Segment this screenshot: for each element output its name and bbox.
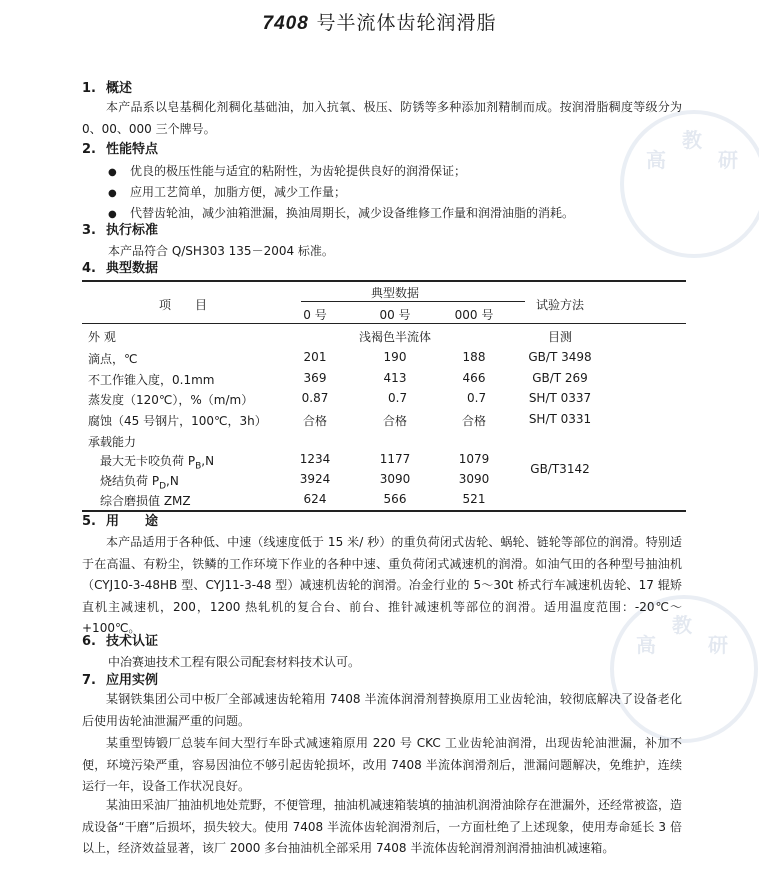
row-method: SH/T 0331 bbox=[528, 412, 592, 426]
section-1-heading: 1. 概述 bbox=[82, 81, 133, 96]
row-label: 最大无卡咬负荷 $P_B,N$ bbox=[100, 454, 215, 472]
row-value: 566 bbox=[383, 492, 407, 506]
row-value: 1079 bbox=[458, 452, 490, 466]
row-value: 521 bbox=[462, 492, 486, 506]
section-4-heading: 4. 典型数据 bbox=[82, 261, 159, 276]
feature-bullet: ● 优良的极压性能与适宜的粘附性，为齿轮提供良好的润滑保证； bbox=[108, 164, 467, 178]
feature-bullet: ● 应用工艺简单，加脂方便，减少工作量； bbox=[108, 185, 347, 199]
row-method: GB/T 269 bbox=[532, 371, 588, 385]
row-method: GB/T 3498 bbox=[528, 350, 592, 364]
row-value: 3924 bbox=[299, 472, 331, 486]
case-paragraph: 某重型铸锻厂总装车间大型行车卧式减速箱原用 220 号 CKC 工业齿轮油润滑，出现齿轮油泄漏，补加不便，环境污染严重，容易因油位不够引起齿轮损坏，改用 7408 半流体润滑剂后，泄漏问题解决，免维护，连续运行一年，设备工作状况良好。 bbox=[82, 736, 682, 793]
row-label: 不工作锥入度，0.1mm bbox=[88, 373, 215, 387]
row-value: 合格 bbox=[382, 414, 408, 428]
header-test-method: 试验方法 bbox=[535, 298, 585, 312]
section-5-heading: 5. 用 途 bbox=[82, 514, 159, 529]
section-7-heading: 7. 应用实例 bbox=[82, 673, 159, 688]
row-value: 466 bbox=[462, 371, 486, 385]
row-value: 合格 bbox=[461, 414, 487, 428]
row-value: 188 bbox=[462, 350, 486, 364]
certification-text: 中冶赛迪技术工程有限公司配套材料技术认可。 bbox=[108, 655, 361, 669]
row-value: 0.7 bbox=[467, 391, 487, 405]
row-value: 201 bbox=[303, 350, 327, 364]
row-value: 0.7 bbox=[388, 391, 408, 405]
row-value: 0.87 bbox=[301, 391, 329, 405]
case-paragraph: 某油田采油厂抽油机地处荒野，不便管理，抽油机减速箱装填的抽油机润滑油除存在泄漏外，还经常被盗，造成设备“干磨”后损坏，损失较大。使用 7408 半流体齿轮润滑剂后，一方面杜绝了上述现象，使用寿命延长 3 倍以上，经济效益显著，该厂 2000 多台抽油机全部采用 7408 半流体齿轮润滑剂润滑抽油机减速箱。 bbox=[82, 798, 683, 855]
row-value: 3090 bbox=[458, 472, 490, 486]
row-value: 1177 bbox=[379, 452, 411, 466]
row-value: 624 bbox=[303, 492, 327, 506]
row-value: 190 bbox=[383, 350, 407, 364]
title-text: 号半流体齿轮润滑脂 bbox=[316, 12, 497, 34]
title-number: 7408 bbox=[262, 13, 309, 34]
watermark-seal-top: 高 教 研 bbox=[620, 110, 759, 258]
row-value: 浅褐色半流体 bbox=[358, 330, 432, 344]
row-label: 滴点，℃ bbox=[88, 352, 138, 366]
header-grade: 000 号 bbox=[454, 308, 494, 322]
row-value: 1234 bbox=[299, 452, 331, 466]
row-method: GB/T3142 bbox=[530, 462, 590, 476]
row-value: 413 bbox=[383, 371, 407, 385]
row-value: 3090 bbox=[379, 472, 411, 486]
case-paragraph: 某钢铁集团公司中板厂全部减速齿轮箱用 7408 半流体润滑剂替换原用工业齿轮油，较彻底解决了设备老化后使用齿轮油泄漏严重的问题。 bbox=[82, 692, 682, 728]
section-5-paragraph: 本产品适用于各种低、中速（线速度低于 15 米/ 秒）的重负荷闭式齿轮、蜗轮、链轮等部位的润滑。特别适于在高温、有粉尘，铁鳞的工作环境下作业的各种中速、重负荷闭式减速机的润滑。如油气田的各种型号抽油机（CYJ10-3-48HB 型、CYJ11-3-48 型）减速机齿轮的润滑。冶金行业的 5～30t 桥式行车减速机齿轮、17 辊矫直机主减速机，200，1200 热轧机的复合台、前台、推针减速机等部位的润滑。适用温度范围：-20℃～+100℃。 bbox=[82, 535, 682, 635]
header-typical-data: 典型数据 bbox=[370, 286, 420, 300]
header-grade: 0 号 bbox=[303, 308, 327, 322]
section-2-heading: 2. 性能特点 bbox=[82, 142, 159, 157]
row-label: 腐蚀（45 号钢片，100℃，3h） bbox=[88, 414, 267, 428]
row-label: 烧结负荷 $P_D,N$ bbox=[100, 474, 179, 492]
row-method: SH/T 0337 bbox=[528, 391, 592, 405]
standard-text: 本产品符合 Q/SH303 135－2004 标准。 bbox=[108, 244, 334, 258]
section-3-heading: 3. 执行标准 bbox=[82, 223, 159, 238]
row-value: 369 bbox=[303, 371, 327, 385]
feature-bullet: ● 代替齿轮油，减少油箱泄漏，换油周期长，减少设备维修工作量和润滑油脂的消耗。 bbox=[108, 206, 575, 220]
watermark-seal-bottom: 高 教 研 bbox=[610, 595, 758, 743]
row-method: 目测 bbox=[547, 330, 573, 344]
row-label: 外 观 bbox=[88, 330, 116, 344]
row-label: 蒸发度（120℃），%（m/m） bbox=[88, 393, 254, 407]
row-label: 承载能力 bbox=[88, 435, 137, 449]
row-value: 合格 bbox=[302, 414, 328, 428]
document-title bbox=[0, 8, 759, 35]
header-grade: 00 号 bbox=[379, 308, 411, 322]
section-1-paragraph: 本产品系以皂基稠化剂稠化基础油，加入抗氧、极压、防锈等多种添加剂精制而成。按润滑脂稠度等级分为 0、00、000 三个牌号。 bbox=[82, 100, 682, 136]
section-6-heading: 6. 技术认证 bbox=[82, 634, 159, 649]
header-item: 项 目 bbox=[158, 298, 208, 312]
row-label: 综合磨损值 ZMZ bbox=[100, 494, 191, 508]
